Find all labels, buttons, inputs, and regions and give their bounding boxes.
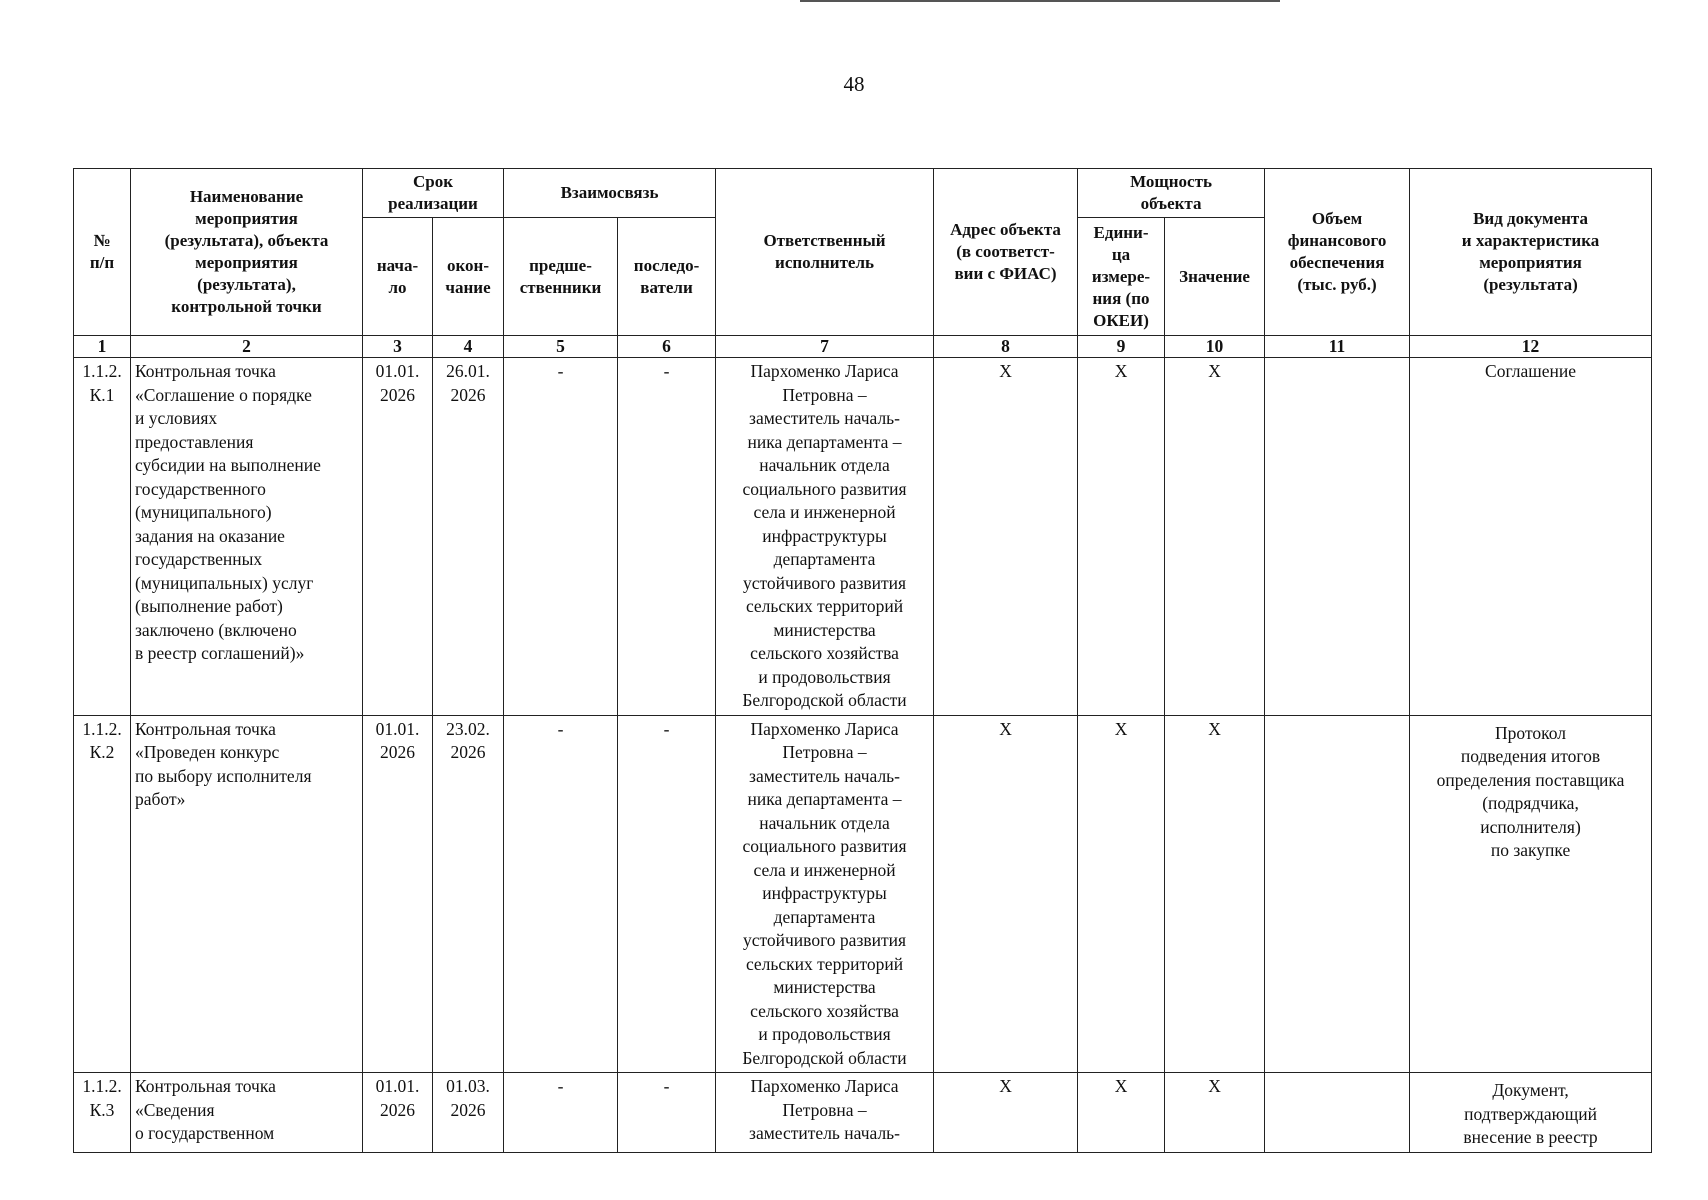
- row-end: 23.02. 2026: [433, 715, 504, 1073]
- row-start: 01.01. 2026: [363, 358, 433, 716]
- column-number-row: [74, 336, 1652, 358]
- row-predecessors: -: [504, 1073, 618, 1153]
- column-number: 11: [1265, 336, 1410, 358]
- row-address: Х: [934, 715, 1078, 1073]
- row-value: Х: [1165, 1073, 1265, 1153]
- header-start: нача- ло: [363, 218, 433, 336]
- row-document: Соглашение: [1410, 358, 1652, 716]
- table-row: [74, 358, 1652, 716]
- row-unit: Х: [1078, 358, 1165, 716]
- row-name: Контрольная точка «Сведения о государственном: [131, 1073, 363, 1153]
- row-successors: -: [618, 358, 716, 716]
- row-num: 1.1.2. К.1: [74, 358, 131, 716]
- column-number: 5: [504, 336, 618, 358]
- column-number: 12: [1410, 336, 1652, 358]
- row-name: Контрольная точка «Соглашение о порядке и условиях предоставления субсидии на выполнение государственного (муниципального) задания на оказание государственных (муниципальных) услуг (выполнение работ) заключено (включено в реестр соглашений)»: [131, 358, 363, 716]
- column-number: 2: [131, 336, 363, 358]
- column-number: 6: [618, 336, 716, 358]
- row-successors: -: [618, 1073, 716, 1153]
- row-finance: [1265, 715, 1410, 1073]
- row-responsible: Пархоменко Лариса Петровна – заместитель началь-: [716, 1073, 934, 1153]
- row-address: Х: [934, 358, 1078, 716]
- row-end: 01.03. 2026: [433, 1073, 504, 1153]
- row-finance: [1265, 358, 1410, 716]
- table-row: [74, 715, 1652, 1073]
- row-start: 01.01. 2026: [363, 1073, 433, 1153]
- row-responsible: Пархоменко Лариса Петровна – заместитель началь- ника департамента – начальник отдела социального развития села и инженерной инфраструктуры департамента устойчивого развития сельских территорий министерства сельского хозяйства и продовольствия Белгородской области: [716, 715, 934, 1073]
- header-end: окон- чание: [433, 218, 504, 336]
- header-address: Адрес объекта (в соответст- вии с ФИАС): [934, 169, 1078, 336]
- row-value: Х: [1165, 358, 1265, 716]
- header-finance: Объем финансового обеспечения (тыс. руб.): [1265, 169, 1410, 336]
- row-unit: Х: [1078, 1073, 1165, 1153]
- header-unit: Едини- ца измере- ния (по ОКЕИ): [1078, 218, 1165, 336]
- row-finance: [1265, 1073, 1410, 1153]
- header-num: № п/п: [74, 169, 131, 336]
- row-document: Документ, подтверждающий внесение в реестр: [1410, 1073, 1652, 1153]
- header-name: Наименование мероприятия (результата), объекта мероприятия (результата), контрольной точки: [131, 169, 363, 336]
- row-responsible: Пархоменко Лариса Петровна – заместитель началь- ника департамента – начальник отдела социального развития села и инженерной инфраструктуры департамента устойчивого развития сельских территорий министерства сельского хозяйства и продовольствия Белгородской области: [716, 358, 934, 716]
- header-predecessors: предше- ственники: [504, 218, 618, 336]
- column-number: 10: [1165, 336, 1265, 358]
- row-predecessors: -: [504, 715, 618, 1073]
- column-number: 3: [363, 336, 433, 358]
- column-number: 1: [74, 336, 131, 358]
- header-successors: последо- ватели: [618, 218, 716, 336]
- row-predecessors: -: [504, 358, 618, 716]
- row-unit: Х: [1078, 715, 1165, 1073]
- header-value: Значение: [1165, 218, 1265, 336]
- header-document: Вид документа и характеристика мероприятия (результата): [1410, 169, 1652, 336]
- column-number: 9: [1078, 336, 1165, 358]
- measures-table: [73, 168, 1652, 1153]
- page-number: 48: [843, 72, 865, 96]
- row-num: 1.1.2. К.2: [74, 715, 131, 1073]
- row-successors: -: [618, 715, 716, 1073]
- column-number: 8: [934, 336, 1078, 358]
- header-link: Взаимосвязь: [504, 169, 716, 218]
- row-name: Контрольная точка «Проведен конкурс по выбору исполнителя работ»: [131, 715, 363, 1073]
- row-address: Х: [934, 1073, 1078, 1153]
- row-document: Протокол подведения итогов определения поставщика (подрядчика, исполнителя) по закупке: [1410, 715, 1652, 1073]
- row-num: 1.1.2. К.3: [74, 1073, 131, 1153]
- header-power: Мощность объекта: [1078, 169, 1265, 218]
- header-responsible: Ответственный исполнитель: [716, 169, 934, 336]
- header-period: Срок реализации: [363, 169, 504, 218]
- top-rule: [800, 0, 1280, 2]
- row-value: Х: [1165, 715, 1265, 1073]
- row-start: 01.01. 2026: [363, 715, 433, 1073]
- row-end: 26.01. 2026: [433, 358, 504, 716]
- table-row: [74, 1073, 1652, 1153]
- column-number: 7: [716, 336, 934, 358]
- column-number: 4: [433, 336, 504, 358]
